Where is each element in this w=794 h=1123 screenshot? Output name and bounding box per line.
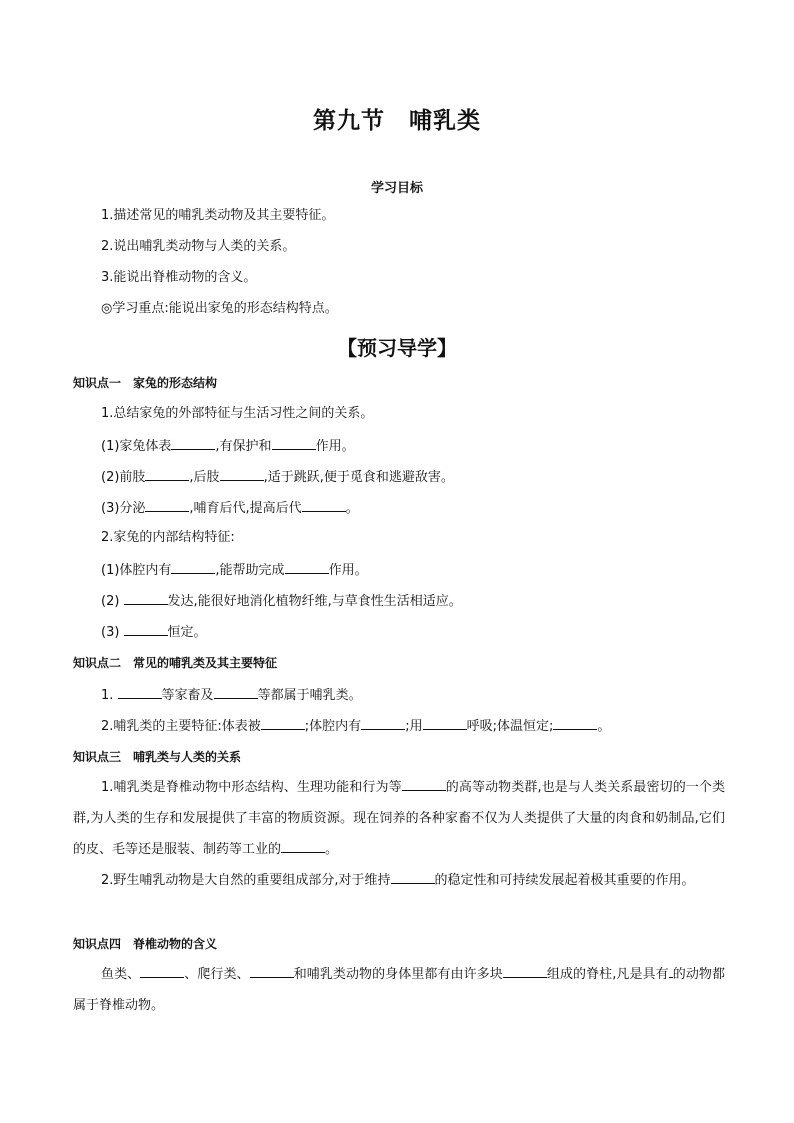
k1-internal-line-1: (1)体腔内有 ,能帮助完成 作用。 — [101, 560, 368, 580]
knowledge-point-4-heading: 知识点四 脊椎动物的含义 — [73, 937, 218, 951]
fill-blank[interactable] — [145, 467, 189, 481]
fill-blank[interactable] — [361, 716, 405, 730]
fill-blank[interactable] — [302, 498, 346, 512]
fill-blank[interactable] — [423, 716, 467, 730]
objective-item: 2.说出哺乳类动物与人类的关系。 — [101, 239, 296, 254]
objective-item: 3.能说出脊椎动物的含义。 — [101, 270, 257, 285]
fill-blank[interactable] — [285, 560, 329, 574]
fill-blank[interactable] — [553, 716, 597, 730]
fill-blank[interactable] — [124, 622, 168, 636]
fill-blank[interactable] — [272, 436, 316, 450]
objective-item: 1.描述常见的哺乳类动物及其主要特征。 — [101, 208, 335, 223]
fill-blank[interactable] — [503, 964, 547, 978]
k2-line-1: 1. 等家畜及 等都属于哺乳类。 — [101, 685, 362, 705]
k4-paragraph: 鱼类、 、爬行类、 和哺乳类动物的身体里都有由许多块 组成的脊柱,凡是具有 的动物都属于脊椎动物。 — [73, 959, 725, 1021]
fill-blank[interactable] — [124, 591, 168, 605]
k1-answer-line-1: (1)家兔体表 ,有保护和 作用。 — [101, 436, 355, 456]
knowledge-point-3-heading: 知识点三 哺乳类与人类的关系 — [73, 750, 242, 764]
fill-blank[interactable] — [402, 777, 446, 791]
page-title: 第九节 哺乳类 — [313, 108, 481, 134]
fill-blank[interactable] — [140, 964, 184, 978]
learning-focus: ◎学习重点:能说出家兔的形态结构特点。 — [101, 301, 338, 316]
fill-blank[interactable] — [281, 839, 325, 853]
k1-answer-line-3: (3)分泌 ,哺育后代,提高后代 。 — [101, 498, 359, 518]
k1-internal-line-2: (2) 发达,能很好地消化植物纤维,与草食性生活相适应。 — [101, 591, 462, 611]
k3-paragraph-1: 1.哺乳类是脊椎动物中形态结构、生理功能和行为等 的高等动物类群,也是与人类关系最密切的一个类群,为人类的生存和发展提供了丰富的物质资源。现在饲养的各种家畜不仅为人类提供了大量的肉食和奶制品,它们的皮、毛等还是服装、制药等工业的 。 — [73, 772, 725, 865]
fill-blank[interactable] — [145, 498, 189, 512]
fill-blank[interactable] — [118, 685, 162, 699]
preview-guide-banner: 【预习导学】 — [337, 336, 457, 360]
knowledge-point-1-heading: 知识点一 家兔的形态结构 — [73, 376, 218, 390]
fill-blank[interactable] — [214, 685, 258, 699]
k1-question-2: 2.家兔的内部结构特征: — [101, 530, 235, 545]
k1-question-1: 1.总结家兔的外部特征与生活习性之间的关系。 — [101, 406, 374, 421]
fill-blank[interactable] — [220, 467, 264, 481]
fill-blank[interactable] — [171, 560, 215, 574]
fill-blank[interactable] — [261, 716, 305, 730]
knowledge-point-2-heading: 知识点二 常见的哺乳类及其主要特征 — [73, 656, 278, 670]
k3-paragraph-2: 2.野生哺乳动物是大自然的重要组成部分,对于维持 的稳定性和可持续发展起着极其重要的作用。 — [73, 865, 725, 896]
fill-blank[interactable] — [171, 436, 215, 450]
k1-answer-line-2: (2)前肢 ,后肢 ,适于跳跃,便于觅食和逃避敌害。 — [101, 467, 454, 487]
objectives-heading: 学习目标 — [370, 181, 423, 196]
k1-internal-line-3: (3) 恒定。 — [101, 622, 207, 642]
fill-blank[interactable] — [250, 964, 294, 978]
fill-blank[interactable] — [391, 870, 435, 884]
k2-line-2: 2.哺乳类的主要特征:体表被 ;体腔内有 ;用 呼吸;体温恒定; 。 — [101, 716, 610, 736]
